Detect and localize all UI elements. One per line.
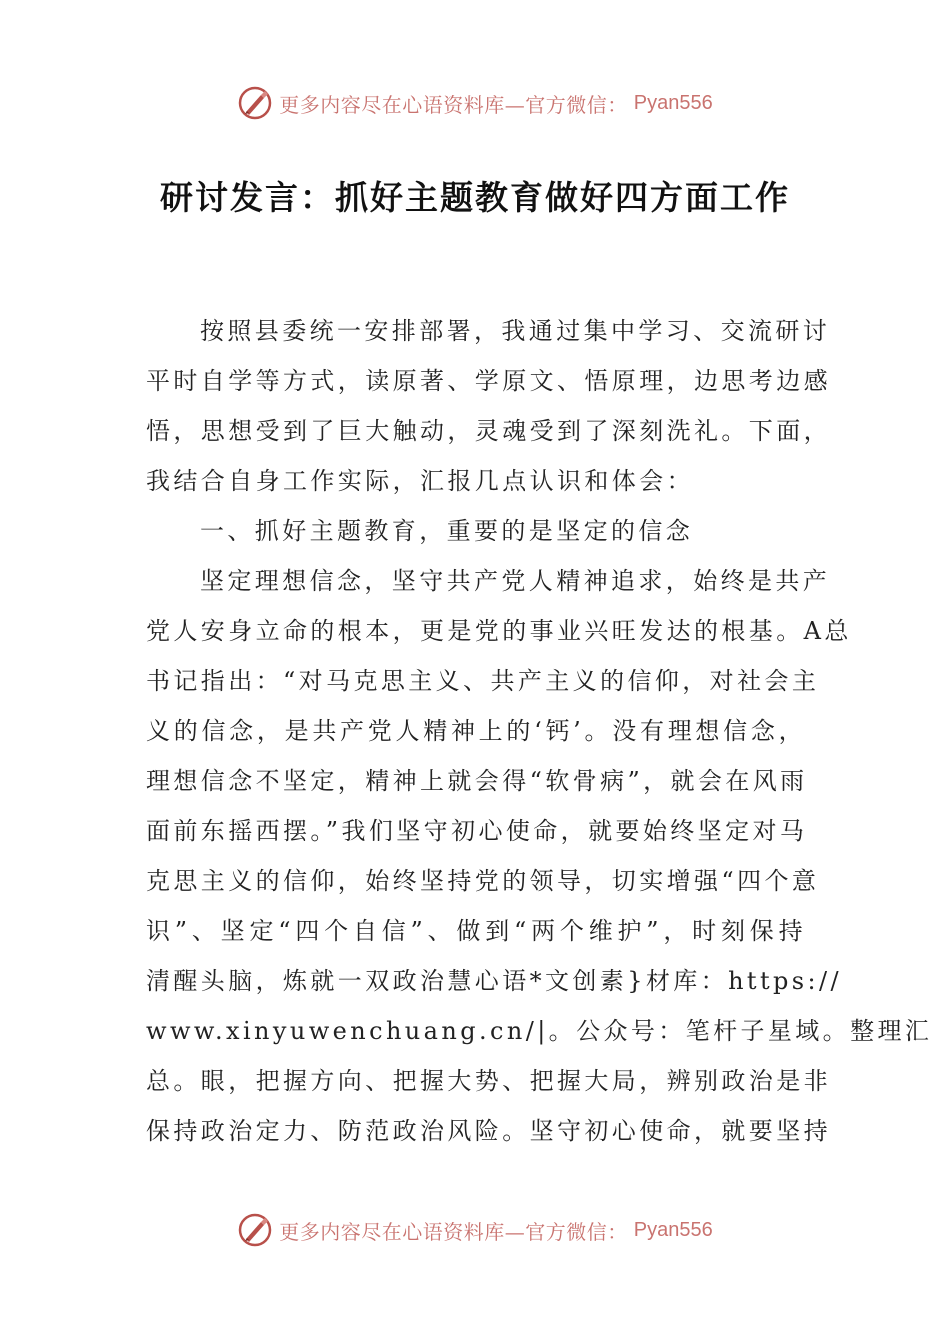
body-line: 我结合自身工作实际，汇报几点认识和体会： <box>146 467 694 495</box>
section-heading: 一、抓好主题教育，重要的是坚定的信念 <box>200 517 694 545</box>
banner-text: 更多内容尽在心语资料库—官方微信： <box>279 1219 628 1244</box>
pen-logo-icon <box>237 85 273 121</box>
body-line: 平时自学等方式，读原著、学原文、悟原理，边思考边感 <box>146 367 831 395</box>
body-line: 克思主义的信仰，始终坚持党的领导，切实增强“四个意 <box>146 867 820 895</box>
body-line: 书记指出：“对马克思主义、共产主义的信仰，对社会主 <box>146 667 820 695</box>
body-line: 坚定理想信念，坚守共产党人精神追求，始终是共产 <box>200 567 831 595</box>
body-line: 按照县委统一安排部署，我通过集中学习、交流研讨 <box>200 317 831 345</box>
banner-wechat-id: Pyan556 <box>633 1218 713 1241</box>
pen-logo-icon <box>237 1212 273 1248</box>
body-line: 义的信念，是共产党人精神上的‘钙’。没有理想信念， <box>146 717 806 745</box>
body-line: 面前东摇西摆。”我们坚守初心使命，就要始终坚定对马 <box>146 817 808 845</box>
body-line: 理想信念不坚定，精神上就会得“软骨病”，就会在风雨 <box>146 767 808 795</box>
body-line: 清醒头脑，炼就一双政治慧心语*文创素}材库：https:// <box>146 967 842 995</box>
body-line: 党人安身立命的根本，更是党的事业兴旺发达的根基。A总 <box>146 617 852 645</box>
body-line: 总。眼，把握方向、把握大势、把握大局，辨别政治是非 <box>146 1067 831 1095</box>
body-line: 保持政治定力、防范政治风险。坚守初心使命，就要坚持 <box>146 1117 831 1145</box>
header-banner <box>0 83 950 123</box>
body-line: 识”、坚定“四个自信”、做到“两个维护”，时刻保持 <box>146 917 806 945</box>
banner-text: 更多内容尽在心语资料库—官方微信： <box>279 92 628 117</box>
document-title: 研讨发言：抓好主题教育做好四方面工作 <box>160 178 790 217</box>
document-body <box>146 306 933 1156</box>
body-line: www.xinyuwenchuang.cn/|。公众号：笔杆子星域。整理汇 <box>146 1017 933 1045</box>
banner-wechat-id: Pyan556 <box>633 91 713 114</box>
footer-banner <box>0 1210 950 1250</box>
body-line: 悟，思想受到了巨大触动，灵魂受到了深刻洗礼。下面， <box>146 417 831 445</box>
